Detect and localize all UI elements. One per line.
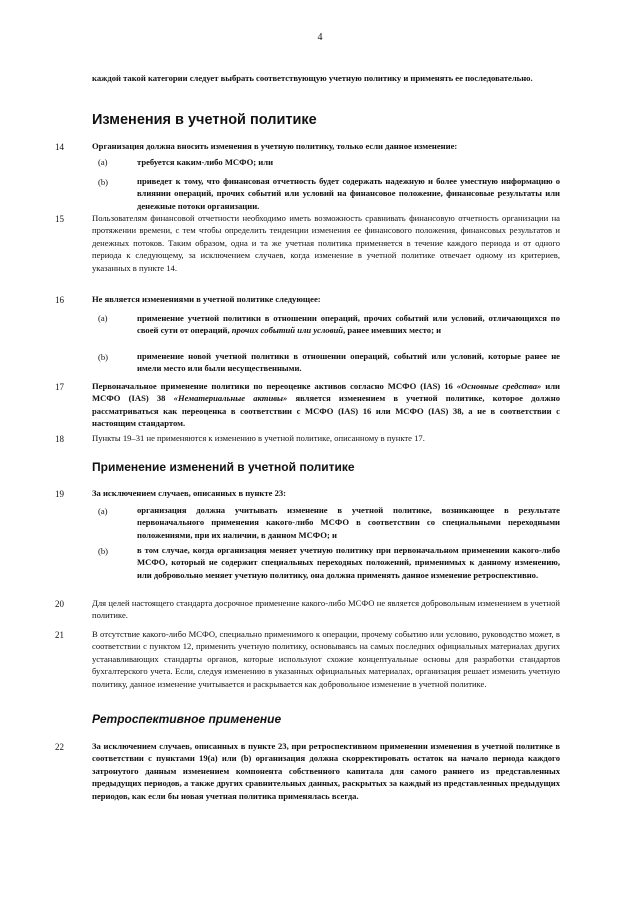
paragraph-15-text: Пользователям финансовой отчетности необходимо иметь возможность сравнивать финансовую отчетность организации на протяжении времени, с тем чтобы определить тенденции изменения ее финансового положения, финансовых результатов и денежных потоков. Таким образом, одна и та же учетная политика применяется в течение каждого периода и от одного периода к следующему, за исключением случаев, когда изменение в учетной политике отвечает одному из критериев, указанных в пункте 14.: [92, 213, 560, 273]
paragraph-number-15: 15: [55, 214, 64, 224]
paragraph-16-text: Не является изменениями в учетной политике следующее:: [92, 294, 321, 304]
paragraph-16-b-text: применение новой учетной политики в отношении операций, событий или условий, которые ранее не имели место или были несущественными.: [137, 351, 560, 374]
continuation-text: каждой такой категории следует выбрать соответствующую учетную политику и применять ее последовательно.: [92, 73, 533, 83]
paragraph-16-a-text: [137, 312, 560, 337]
paragraph-19-b-text: в том случае, когда организация меняет учетную политику при первоначальном применении какого-либо МСФО, который не содержит специальных переходных положений, применимых к данному изменению, или добровольно меняет учетную политику, она должна применять данное изменение ретроспективно.: [137, 545, 560, 580]
paragraph-number-14: 14: [55, 142, 64, 152]
section-heading-retrospective: Ретроспективное применение: [92, 712, 282, 726]
paragraph-number-21: 21: [55, 630, 64, 640]
paragraph-16-a-label: (a): [98, 313, 108, 323]
paragraph-22-text: За исключением случаев, описанных в пункте 23, при ретроспективном применении изменения в учетной политике в соответствии с пунктами 19(a) или (b) организация должна скорректировать остаток на начало периода каждого затронутого данным изменением компонента собственного капитала для самого раннего из представленных предыдущих периодов, а также других сравнительных данных, раскрытых за каждый из представленных предыдущих периодов, как если бы новая учетная политика применялась всегда.: [92, 741, 560, 801]
paragraph-14-a-text: требуется каким-либо МСФО; или: [137, 157, 274, 167]
paragraph-19-a-label: (a): [98, 506, 108, 516]
paragraph-20-text: Для целей настоящего стандарта досрочное применение какого-либо МСФО не является добровольным изменением в учетной политике.: [92, 598, 560, 621]
paragraph-17-part1: Первоначальное применение политики по переоценке активов согласно МСФО (IAS) 16: [92, 381, 457, 391]
paragraph-number-19: 19: [55, 489, 64, 499]
paragraph-14-a-label: (a): [98, 157, 108, 167]
paragraph-18-text: Пункты 19–31 не применяются к изменению в учетной политике, описанному в пункте 17.: [92, 433, 425, 443]
paragraph-16-b-label: (b): [98, 352, 109, 362]
paragraph-number-18: 18: [55, 434, 64, 444]
paragraph-16-a-part1: применение учетной политики в отношении операций, прочих событий или условий, отличающихся по своей сути от операций,: [137, 313, 560, 336]
paragraph-16-a-italic: прочих событий или условий: [231, 325, 344, 336]
paragraph-14-text: Организация должна вносить изменения в учетную политику, только если данное изменение:: [92, 141, 458, 151]
page-number: 4: [317, 32, 323, 43]
section-heading-applying: Применение изменений в учетной политике: [92, 460, 355, 474]
paragraph-number-20: 20: [55, 599, 64, 609]
paragraph-14-b-text: приведет к тому, что финансовая отчетность будет содержать надежную и более уместную информацию о влиянии операций, прочих событий или условий на финансовое положение, финансовые результаты или денежные потоки организации.: [137, 176, 560, 211]
paragraph-14-b-label: (b): [98, 177, 109, 187]
paragraph-17-italic1: «Основные средства»: [456, 381, 542, 391]
paragraph-number-22: 22: [55, 742, 64, 752]
section-heading-changes: Изменения в учетной политике: [92, 112, 317, 128]
paragraph-17-text: [92, 380, 560, 430]
paragraph-17-part3: является изменением в учетной политике, которое должно рассматриваться как переоценка в соответствии с МСФО (IAS) 16 или МСФО (IAS) 38, а не в соответствии с настоящим стандартом.: [92, 393, 560, 429]
paragraph-number-17: 17: [55, 382, 64, 392]
paragraph-19-text: За исключением случаев, описанных в пункте 23:: [92, 488, 287, 498]
paragraph-16-a-part2: , ранее имевших место; и: [343, 325, 442, 336]
paragraph-19-b-label: (b): [98, 546, 109, 556]
paragraph-17-part2: или МСФО (IAS) 38: [92, 381, 560, 404]
paragraph-17-italic2: «Нематериальные активы»: [173, 393, 288, 404]
paragraph-19-a-text: организация должна учитывать изменение в учетной политике, возникающее в результате первоначального применения какого-либо МСФО в соответствии со специальными переходными положениями, при их наличии, в данном МСФО; и: [137, 505, 560, 540]
paragraph-number-16: 16: [55, 295, 64, 305]
paragraph-21-text: В отсутствие какого-либо МСФО, специально применимого к операции, прочему событию или условию, руководство может, в соответствии с пунктом 12, применить учетную политику, основываясь на самых последних официальных материалах других устанавливающих стандарты органов, которые используют схожие концептуальные основы для разработки стандартов бухгалтерского учета. Если, следуя изменению в указанных официальных материалах, организация решает изменить учетную политику, данное изменение учитывается и раскрывается как добровольное изменение в учетной политике.: [92, 629, 560, 689]
